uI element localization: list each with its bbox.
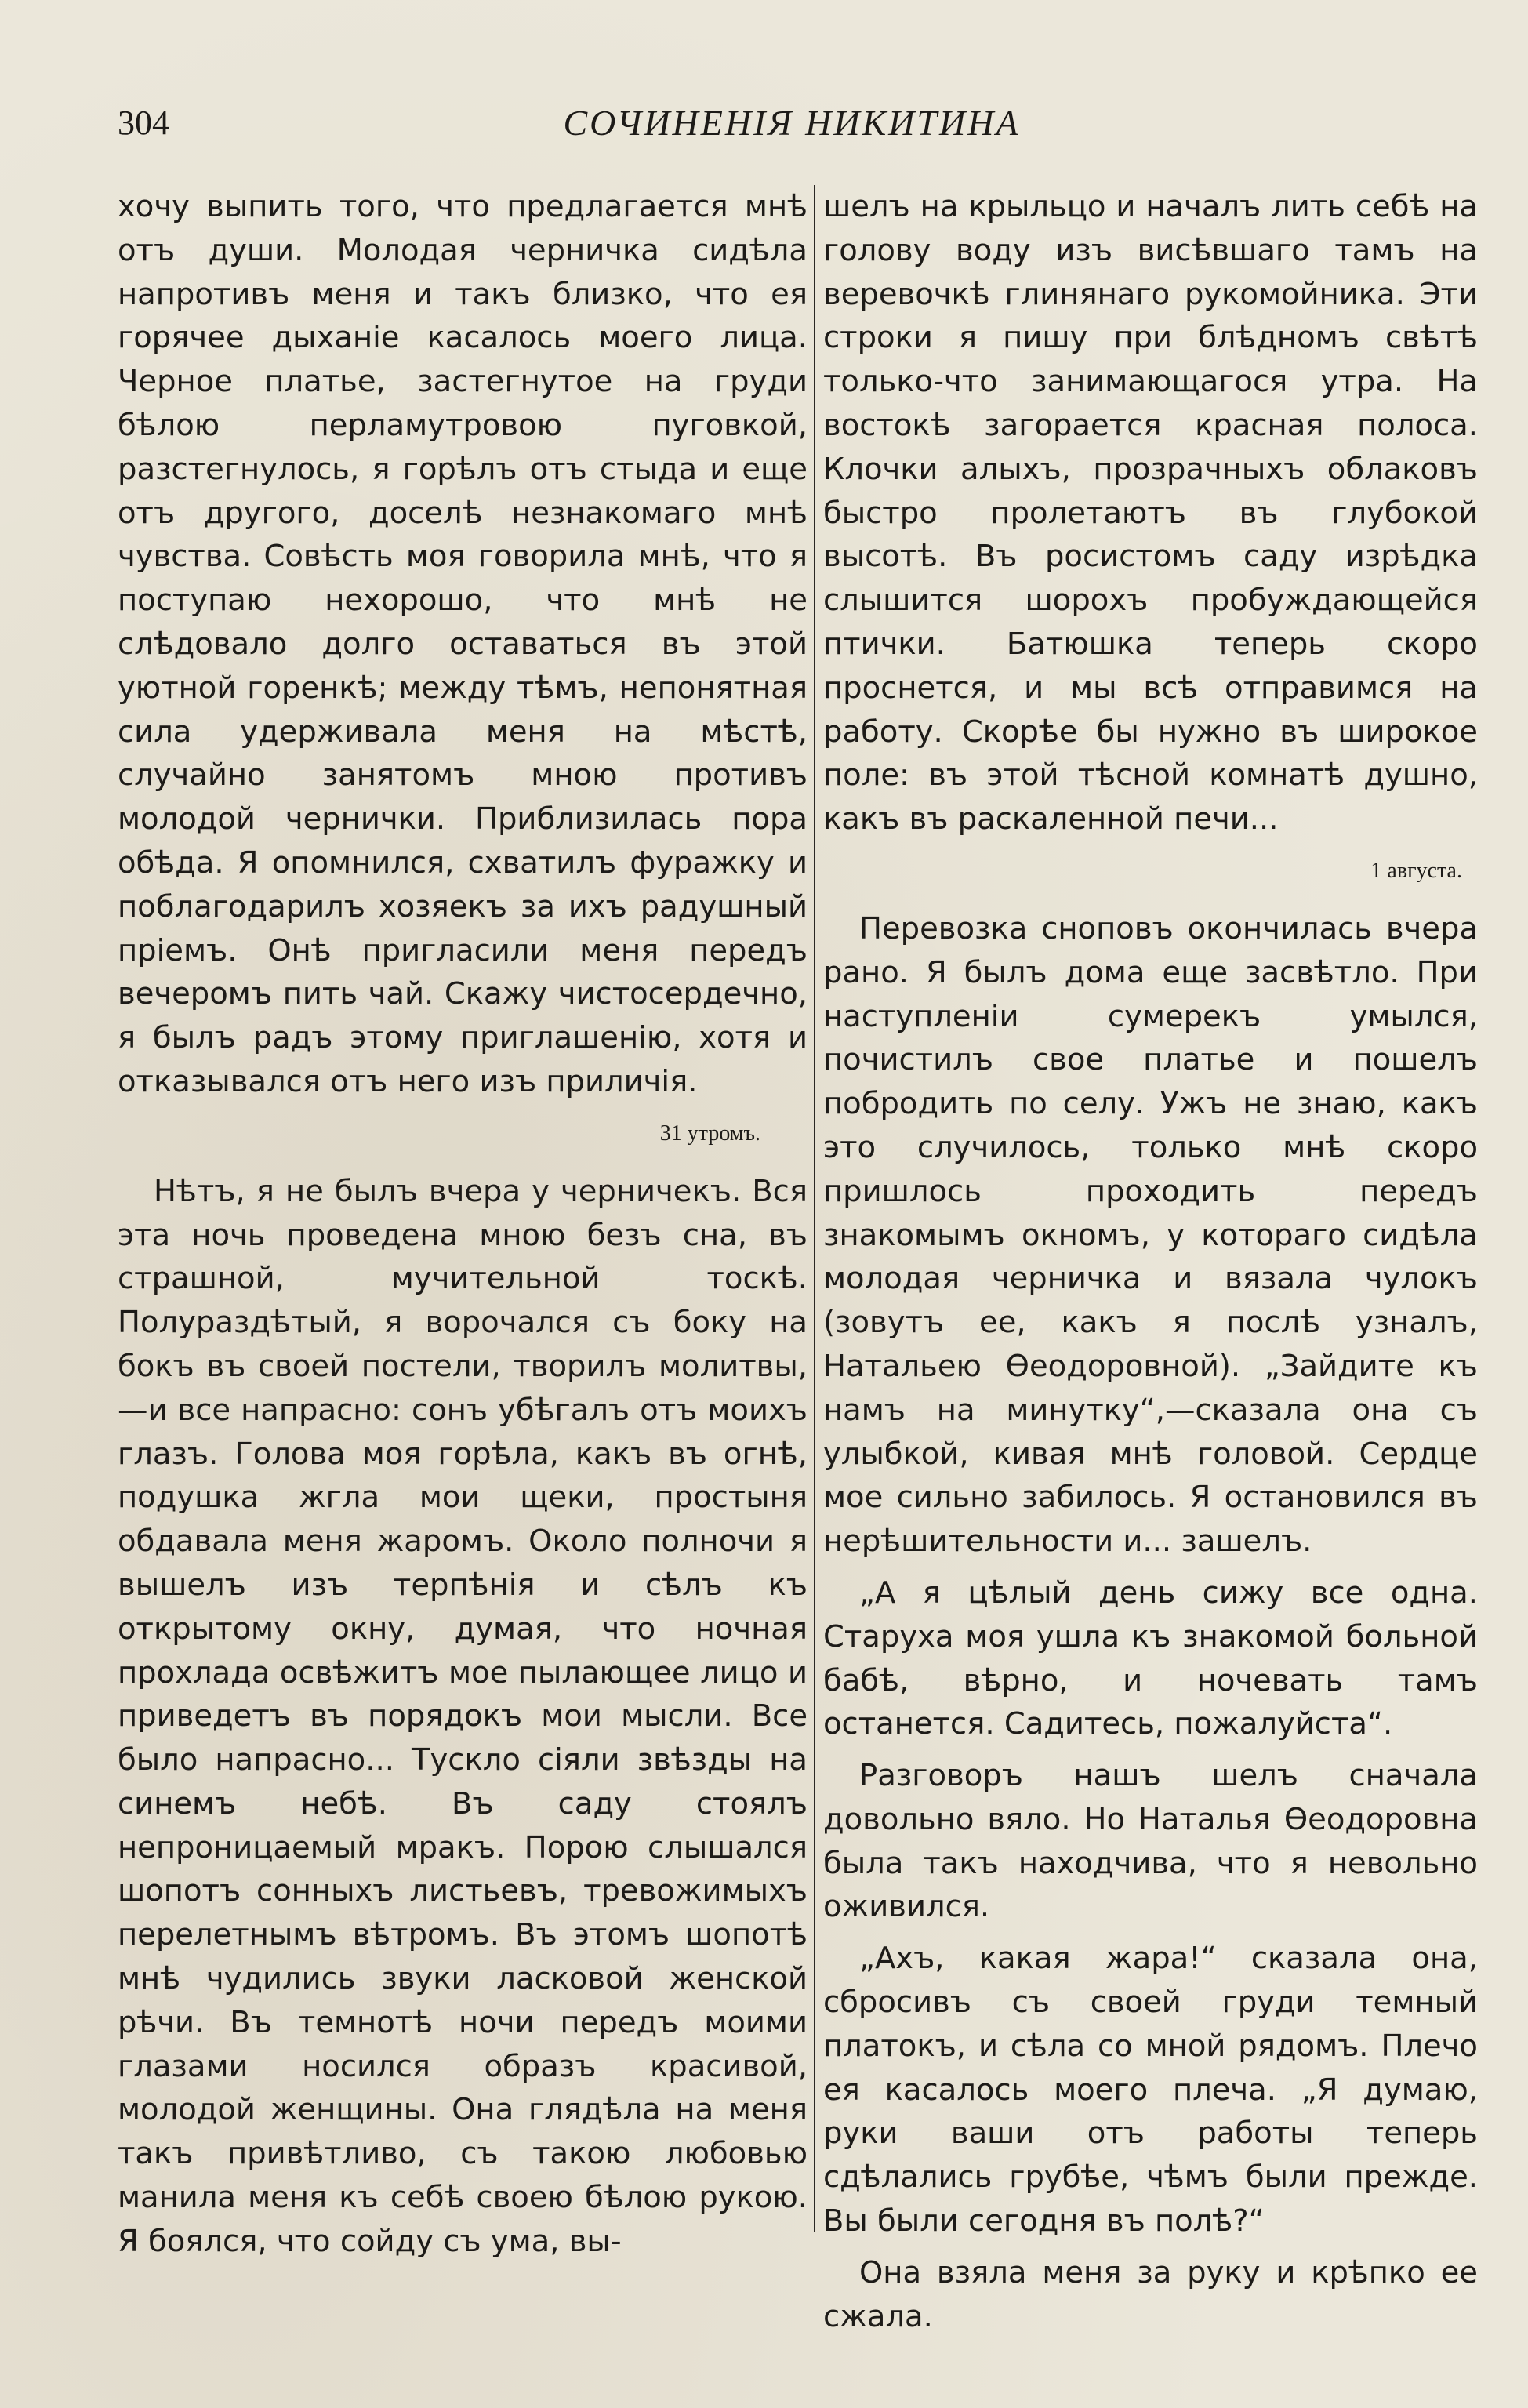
paragraph: хочу выпить того, что предлагается мнѣ отъ души. Молодая черничка сидѣла напротивъ меня и такъ близко, что ея горячее дыханіе касалось моего лица. Черное платье, застегнутое на груди бѣлою перламутровою пуговкой, разстегнулось, я горѣлъ отъ стыда и еще отъ другого, доселѣ незнакомаго мнѣ чувства. Совѣсть моя говорила мнѣ, что я поступаю нехорошо, что мнѣ не слѣдовало долго оставаться въ этой уютной горенкѣ; между тѣмъ, непонятная сила удерживала меня на мѣстѣ, случайно занятомъ мною противъ молодой чернички. Приблизилась пора обѣда. Я опомнился, схватилъ фуражку и поблагодарилъ хозяекъ за ихъ радушный пріемъ. Онѣ пригласили меня передъ вечеромъ пить чай. Скажу чистосердечно, я былъ радъ этому приглашенію, хотя и отказывался отъ него изъ приличія.: [118, 189, 808, 1099]
paragraph: „Ахъ, какая жара!“ сказала она, сбросивъ съ своей груди темный платокъ, и сѣла со мной рядомъ. Плечо ея касалось моего плеча. „Я думаю, руки ваши отъ работы теперь сдѣлались грубѣе, чѣмъ были прежде. Вы были сегодня въ полѣ?“: [823, 1941, 1478, 2239]
paragraph: Нѣтъ, я не былъ вчера у черничекъ. Вся эта ночь проведена мною безъ сна, въ страшной, мучительной тоскѣ. Полураздѣтый, я ворочался съ боку на бокъ въ своей постели, творилъ молитвы,—и все напрасно: сонъ убѣгалъ отъ моихъ глазъ. Голова моя горѣла, какъ въ огнѣ, подушка жгла мои щеки, простыня обдавала меня жаромъ. Около полночи я вышелъ изъ терпѣнія и сѣлъ къ открытому окну, думая, что ночная прохлада освѣжитъ мое пылающее лицо и приведетъ въ порядокъ мои мысли. Все было напрасно... Тускло сіяли звѣзды на синемъ небѣ. Въ саду стоялъ непроницаемый мракъ. Порою слышался шопотъ сонныхъ листьевъ, тревожимыхъ перелетнымъ вѣтромъ. Въ этомъ шопотѣ мнѣ чудились звуки ласковой женской рѣчи. Въ темнотѣ ночи передъ моими глазами носился образъ красивой, молодой женщины. Она глядѣла на меня такъ привѣтливо, съ такою любовью манила меня къ себѣ своею бѣлою рукою. Я боялся, что сойду съ ума, вы-: [118, 1173, 808, 2259]
right-column: [823, 185, 1478, 2338]
paragraph: шелъ на крыльцо и началъ лить себѣ на голову воду изъ висѣвшаго тамъ на веревочкѣ глинянаго рукомойника. Эти строки я пишу при блѣдномъ свѣтѣ только-что занимающагося утра. На востокѣ загорается красная полоса. Клочки алыхъ, прозрачныхъ облаковъ быстро пролетаютъ въ глубокой высотѣ. Въ росистомъ саду изрѣдка слышится шорохъ пробуждающейся птички. Батюшка теперь скоро проснется, и мы всѣ отправимся на работу. Скорѣе бы нужно въ широкое поле: въ этой тѣсной комнатѣ душно, какъ въ раскаленной печи...: [823, 189, 1478, 837]
left-column: [118, 185, 808, 2264]
entry-dateline: 1 августа.: [1370, 858, 1462, 883]
paragraph: Перевозка сноповъ окончилась вчера рано. Я былъ дома еще засвѣтло. При наступленіи сумерекъ умылся, почистилъ свое платье и пошелъ побродить по селу. Ужъ не знаю, какъ это случилось, только мнѣ скоро пришлось проходить передъ знакомымъ окномъ, у котораго сидѣла молодая черничка и вязала чулокъ (зовутъ ее, какъ я послѣ узналъ, Натальею Ѳеодоровной). „Зайдите къ намъ на минутку“,—сказала она съ улыбкой, кивая мнѣ головой. Сердце мое сильно забилось. Я остановился въ нерѣшительности и... зашелъ.: [823, 910, 1478, 1560]
page-header: [118, 96, 1466, 151]
page-number: 304: [118, 104, 169, 142]
running-title: СОЧИНЕНІЯ НИКИТИНА: [563, 103, 1021, 143]
paragraph: Разговоръ нашъ шелъ сначала довольно вяло. Но Наталья Ѳеодоровна была такъ находчива, что я невольно оживился.: [823, 1758, 1478, 1925]
entry-dateline: 31 утромъ.: [659, 1120, 760, 1146]
paragraph: „А я цѣлый день сижу все одна. Старуха моя ушла къ знакомой больной бабѣ, вѣрно, и ночевать тамъ останется. Садитесь, пожалуйста“.: [823, 1574, 1478, 1742]
column-divider: [814, 185, 815, 2232]
paragraph: Она взяла меня за руку и крѣпко ее сжала.: [823, 2254, 1478, 2334]
